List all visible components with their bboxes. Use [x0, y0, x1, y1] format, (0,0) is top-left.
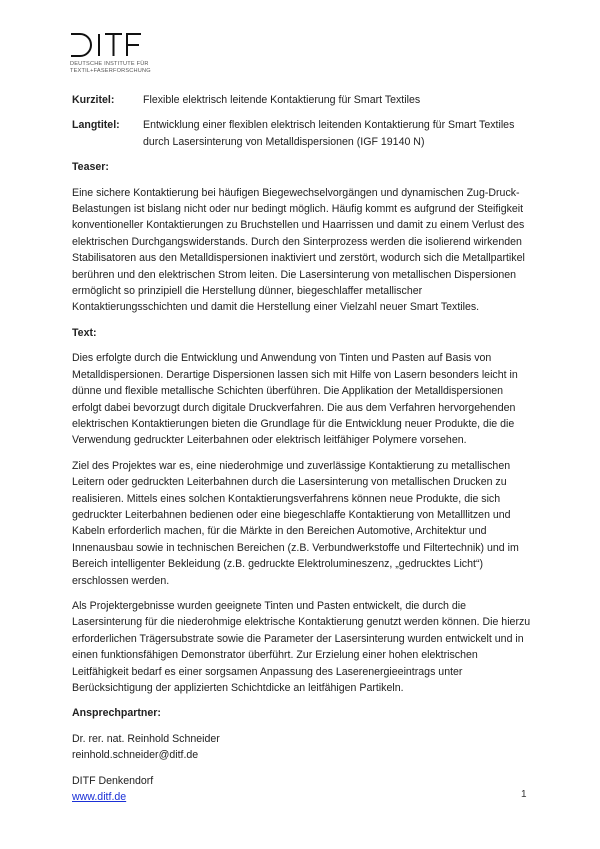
contact-person: [72, 731, 532, 764]
contact-organization: [72, 773, 532, 806]
contact-email: reinhold.schneider@ditf.de: [72, 749, 199, 762]
contact-name: Dr. rer. nat. Reinhold Schneider: [72, 732, 220, 745]
contact-heading: Ansprechpartner:: [72, 707, 161, 720]
text-paragraph-3: Als Projektergebnisse wurden geeignete Tinten und Pasten entwickelt, die durch die Lasersinterung für die niederohmige elektrische Kontaktierung genutzt werden können. Die hierzu erforderlichen Trägersubstrate sowie die Parameter der Lasersinterung wurden entwickelt und in einen funktionsfähigen Demonstrator überführt. Zur Erzielung einer hohen elektrischen Leitfähigkeit bedarf es einer sorgsamen Anpassung des Laserenergieeintrags unter Berücksichtigung der applizierten Schichtdicke an leitfähigen Partikeln.: [72, 599, 531, 694]
text-paragraph-1: Dies erfolgte durch die Entwicklung und Anwendung von Tinten und Pasten auf Basis von Metalldispersionen. Derartige Dispersionen lassen sich mit Hilfe von Lasern besonders leicht in dünne und flexible metallische Schichten überführen. Die Applikation der Metalldispersionen erfolgt dabei bevorzugt durch digitale Druckverfahren. Die aus dem Verfahren hervorgehenden elektrischen Kontaktierungen bieten die Grundlage für die Entwicklung neuer Produkte, die die Verwendung gedruckter Leiterbahnen oder elektrisch leitfähiger Polymere vorsehen.: [72, 352, 518, 447]
kurztitel-label: Kurzitel:: [72, 94, 115, 106]
kurztitel-row: [72, 92, 532, 108]
langtitel-row: [72, 117, 532, 150]
teaser-paragraph: Eine sichere Kontaktierung bei häufigen Biegewechselvorgängen und dynamischen Zug-Druck-Belastungen ist bislang nicht oder nur bedingt möglich. Häufig kommt es aufgrund der Steifigkeit konventioneller Kontaktierungen zu Bruchstellen und Haarrissen und damit zu einem Verlust des elektrischen Durchgangswiderstands. Durch den Sinterprozess werden die isolierend wirkenden Stabilisatoren aus den Metalldispersionen inaktiviert und zerstört, wodurch sich die Metallpartikel berühren und den elektrischen Strom leiten. Die Lasersinterung von metallischen Dispersionen ermöglicht so prinzipiell die Herstellung dünner, biegeschlaffer metallischer Kontaktierungsschichten und damit die Herstellung einer Vielzahl neuer Smart Textiles.: [72, 186, 525, 314]
teaser-heading: Teaser:: [72, 161, 109, 174]
ditf-logo-mark-icon: [70, 33, 142, 57]
logo-subtitle-line2: TEXTIL+FASERFORSCHUNG: [70, 68, 151, 74]
website-link[interactable]: www.ditf.de: [72, 791, 127, 804]
document-body: [72, 92, 532, 814]
langtitel-label: Langtitel:: [72, 119, 120, 132]
kurztitel-value: Flexible elektrisch leitende Kontaktierung für Smart Textiles: [143, 94, 421, 106]
page-number: 1: [521, 789, 527, 800]
ditf-logo: [70, 33, 160, 75]
langtitel-value: Entwicklung einer flexiblen elektrisch leitenden Kontaktierung für Smart Textiles durch Lasersinterung von Metalldispersionen (IGF 19140 N): [143, 119, 515, 148]
text-heading: Text:: [72, 326, 97, 339]
organization-name: DITF Denkendorf: [72, 774, 154, 787]
text-paragraph-2: Ziel des Projektes war es, eine niederohmige und zuverlässige Kontaktierung zu metallischen Leitern oder gedruckten Leiterbahnen durch die Lasersinterung von metallischen Drucken zu realisieren. Mittels eines solchen Kontaktierungsverfahrens können neue Produkte, die sich gedruckter Leiterbahnen bedienen oder eine biegeschlaffe Kontaktierung von Metalllitzen und Kabeln erforderlich machen, für die Märkte in den Bereichen Automotive, Architektur und Innenausbau sowie in technischen Bereichen (z.B. Verbundwerkstoffe und Filtertechnik) und im Bereich intelligenter Bekleidung (z.B. gedruckte Elektrolumineszenz, „gedrucktes Licht“) erschlossen werden.: [72, 459, 519, 587]
logo-subtitle-line1: DEUTSCHE INSTITUTE FÜR: [70, 61, 149, 67]
